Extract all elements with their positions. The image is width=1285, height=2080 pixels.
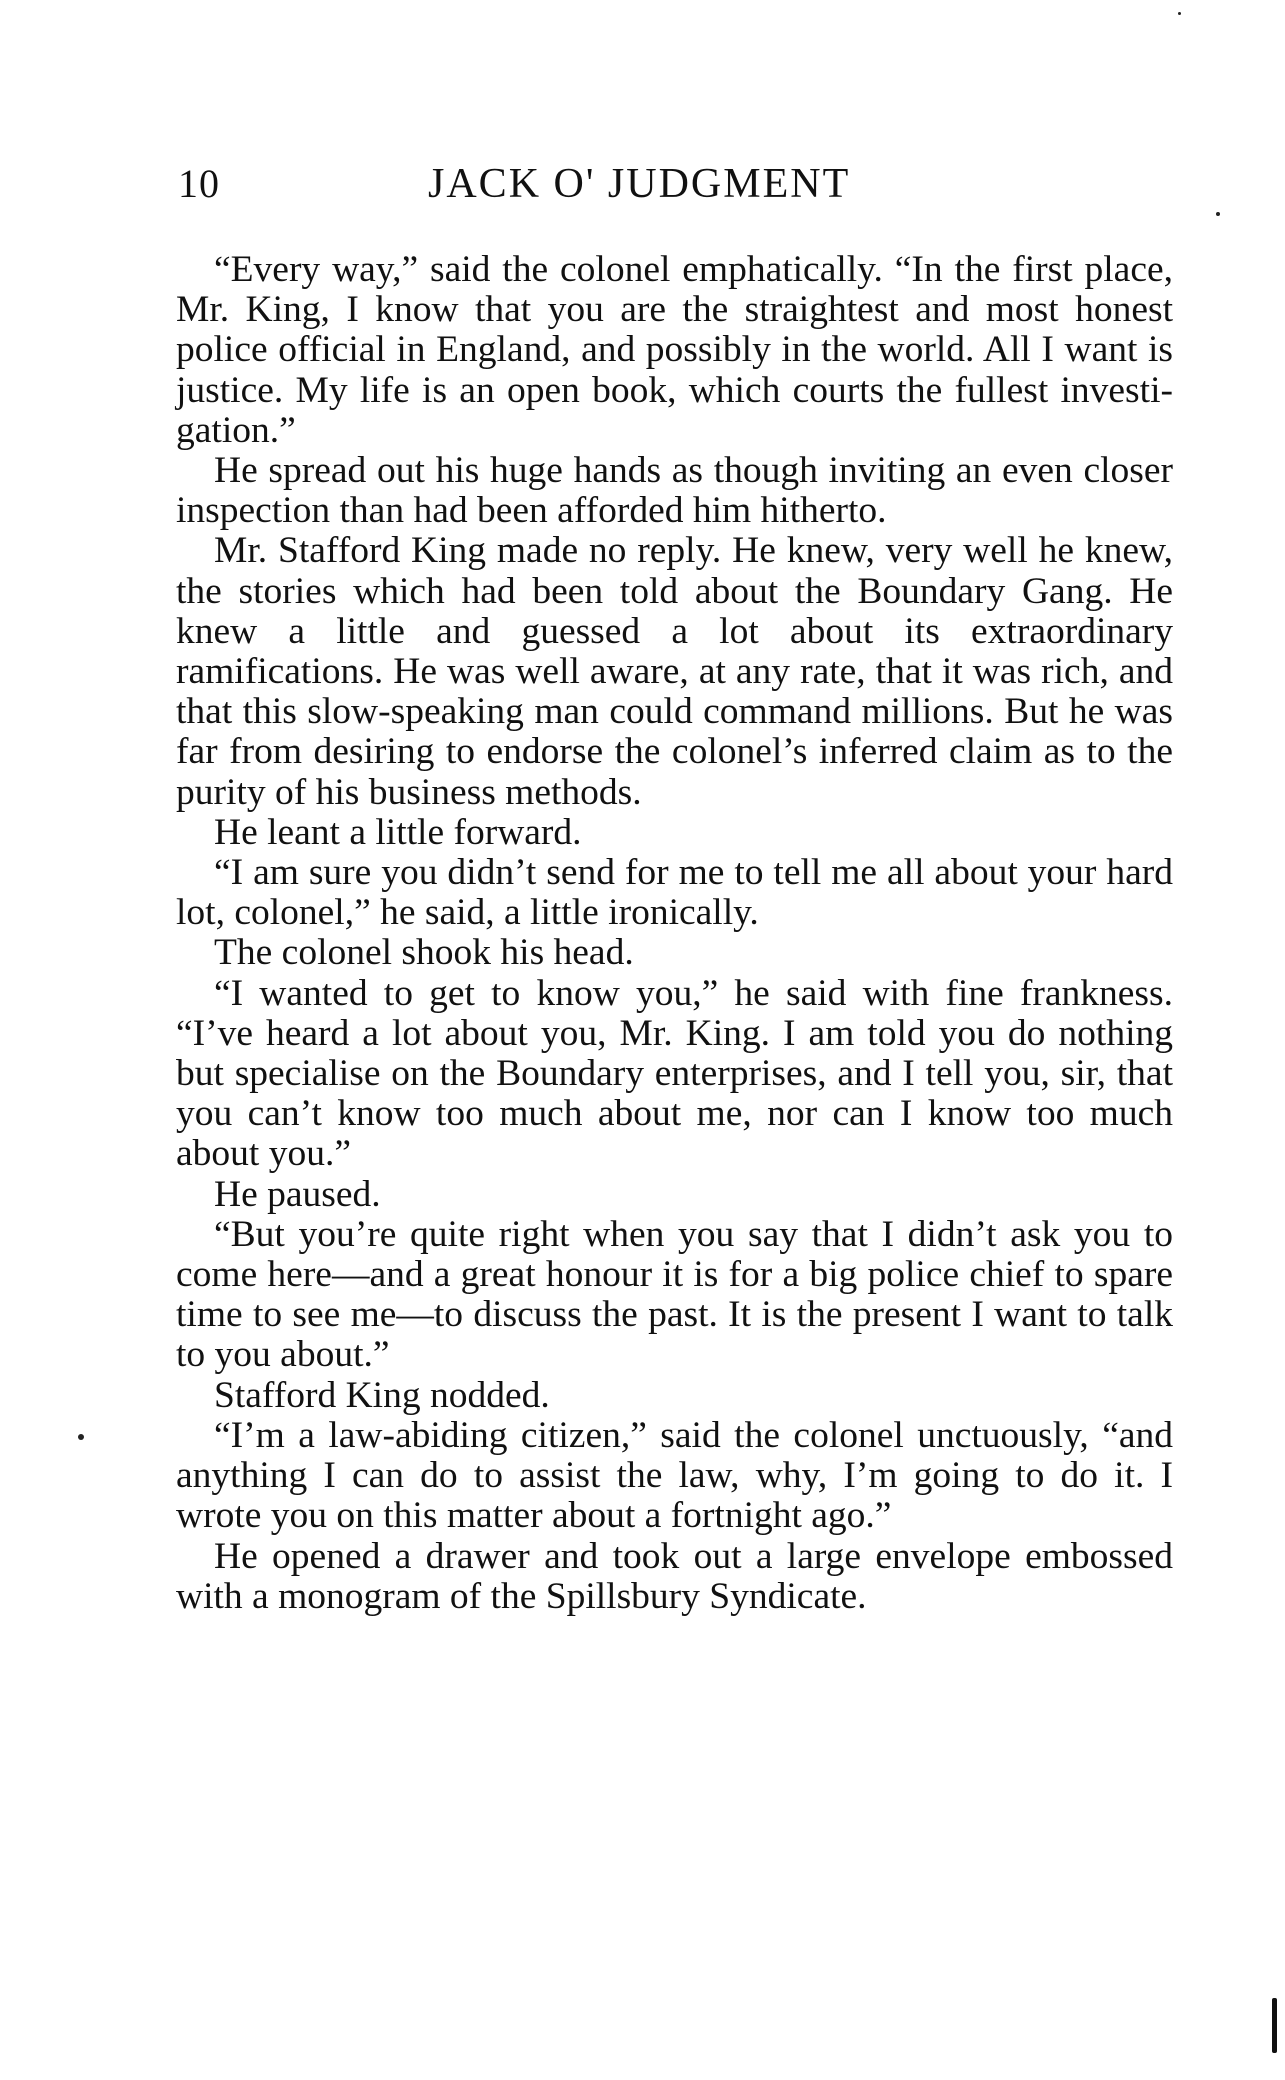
paragraph: The colonel shook his head. bbox=[214, 932, 634, 974]
paragraph: Stafford King nodded. bbox=[214, 1374, 550, 1416]
paragraph: “I’m a law-abiding citizen,” said the colonel unctuously, “and anything I can do to assist the law, why, I’m going to do it. I wrote you on this matter about a fortnight ago.” bbox=[176, 1414, 1173, 1537]
running-title: JACK O' JUDGMENT bbox=[428, 161, 851, 207]
paragraph: “But you’re quite right when you say that I didn’t ask you to come here—and a great honour it is for a big police chief to spare time to see me—to discuss the past. It is the present I want to talk to you about.” bbox=[176, 1213, 1173, 1376]
paragraph: “I am sure you didn’t send for me to tell me all about your hard lot, colonel,” he said, a little ironically. bbox=[176, 852, 1173, 934]
body-text bbox=[176, 250, 1173, 1617]
page-header bbox=[178, 160, 1178, 220]
paragraph: “Every way,” said the colonel emphatically. “In the first place, Mr. King, I know that you are the straightest and most honest police official in England, and possibly in the world. All I want is justice. My life is an open book, which courts the fullest investigation.” bbox=[176, 249, 1173, 451]
paragraph: “I wanted to get to know you,” he said with fine frankness. “I’ve heard a lot about you, Mr. King. I am told you do nothing but specialise on the Boundary enterprises, and I tell you, sir, that you can’t know too much about me, nor can I know too much about you.” bbox=[176, 972, 1173, 1175]
page-number: 10 bbox=[178, 161, 220, 206]
print-speck bbox=[1178, 12, 1181, 15]
print-speck bbox=[1216, 212, 1220, 216]
paragraph: He opened a drawer and took out a large envelope embossed with a monogram of the Spillsbury Syndicate. bbox=[176, 1535, 1173, 1617]
paragraph: Mr. Stafford King made no reply. He knew, very well he knew, the stories which had been told about the Boundary Gang. He knew a little and guessed a lot about its extraordinary ramifications. He was well aware, at any rate, that it was rich, and that this slow-speaking man could command millions. But he was far from desiring to endorse the colonel’s inferred claim as to the purity of his business methods. bbox=[176, 530, 1173, 813]
paragraph: He leant a little forward. bbox=[214, 811, 582, 853]
page-edge-mark bbox=[1272, 1998, 1277, 2053]
paragraph: He spread out his huge hands as though inviting an even closer inspection than had been afforded him hitherto. bbox=[176, 450, 1173, 532]
print-speck bbox=[78, 1434, 84, 1440]
paragraph: He paused. bbox=[214, 1173, 381, 1215]
